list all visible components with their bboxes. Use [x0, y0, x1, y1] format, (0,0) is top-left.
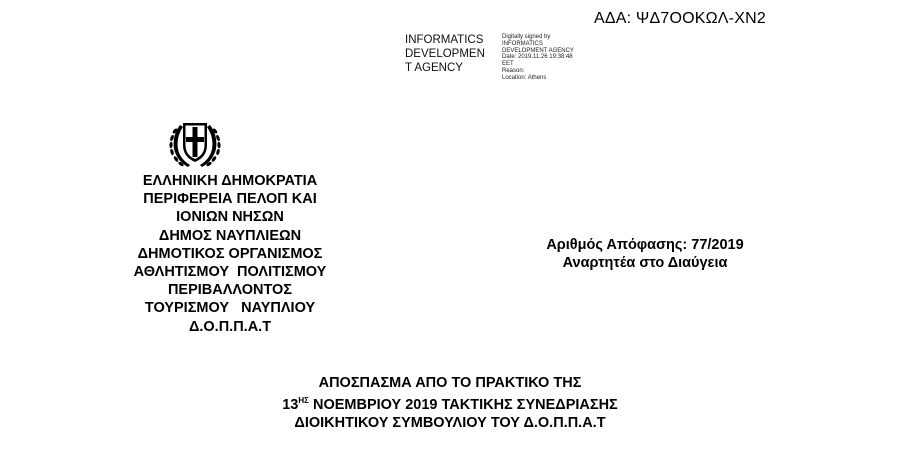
- extract-line-3: ΔΙΟΙΚΗΤΙΚΟΥ ΣΥΜΒΟΥΛΙΟΥ ΤΟΥ Δ.Ο.Π.Π.Α.Τ: [294, 415, 606, 432]
- meeting-day: 13: [282, 397, 299, 414]
- meeting-day-suffix: ΗΣ: [298, 396, 309, 406]
- authority-line: ΕΛΛΗΝΙΚΗ ΔΗΜΟΚΡΑΤΙΑ: [142, 173, 318, 189]
- authority-line: ΔΗΜΟΤΙΚΟΣ ΟΡΓΑΝΙΣΜΟΣ: [137, 245, 323, 262]
- signature-detail-line: EET: [502, 61, 514, 68]
- authority-line: Δ.Ο.Π.Π.Α.Τ: [188, 318, 272, 335]
- authority-line: ΤΟΥΡΙΣΜΟΥ ΝΑΥΠΛΙΟΥ: [144, 300, 316, 317]
- extract-line-2: [130, 392, 770, 414]
- extract-line-1: ΑΠΟΣΠΑΣΜΑ ΑΠΟ ΤΟ ΠΡΑΚΤΙΚΟ ΤΗΣ: [318, 375, 582, 391]
- decision-number: Αριθμός Απόφασης: 77/2019: [546, 237, 744, 253]
- signature-detail-line: DEVELOPMENT AGENCY: [502, 47, 574, 54]
- authority-line: ΔΗΜΟΣ ΝΑΥΠΛΙΕΩΝ: [158, 227, 302, 244]
- digital-signature-details: [502, 34, 574, 82]
- authority-line: ΙΟΝΙΩΝ ΝΗΣΩΝ: [176, 209, 284, 226]
- ada-code: ΑΔΑ: ΨΔ7ΟΟΚΩΛ-ΧΝ2: [594, 10, 766, 27]
- signature-detail-line: INFORMATICS: [502, 40, 543, 47]
- signature-org-line: T AGENCY: [405, 62, 463, 74]
- decision-info: [505, 236, 785, 272]
- meeting-date-rest: ΝΟΕΜΒΡΙΟΥ 2019 ΤΑΚΤΙΚΗΣ ΣΥΝΕΔΡΙΑΣΗΣ: [308, 397, 618, 414]
- authority-line: ΑΘΛΗΤΙΣΜΟΥ ΠΟΛΙΤΙΣΜΟΥ: [133, 264, 327, 281]
- extract-heading: [130, 374, 770, 433]
- signature-org-line: INFORMATICS: [405, 34, 484, 46]
- signature-detail-line: Location: Athens: [502, 74, 547, 81]
- authority-line: ΠΕΡΙΒΑΛΛΟΝΤΟΣ: [167, 282, 293, 299]
- signature-detail-line: Reason:: [502, 67, 525, 74]
- issuing-authority: [80, 172, 380, 336]
- digital-signature-organization: [405, 33, 485, 75]
- posting-note: Αναρτητέα στο Διαύγεια: [562, 255, 728, 272]
- signature-detail-line: Digitally signed by: [502, 34, 551, 40]
- signature-org-line: DEVELOPMEN: [405, 48, 485, 60]
- authority-line: ΠΕΡΙΦΕΡΕΙΑ ΠΕΛΟΠ ΚΑΙ: [143, 191, 317, 208]
- greek-coat-of-arms-icon: [166, 115, 224, 171]
- signature-detail-line: Date: 2019.11.26 19:38:48: [502, 54, 573, 61]
